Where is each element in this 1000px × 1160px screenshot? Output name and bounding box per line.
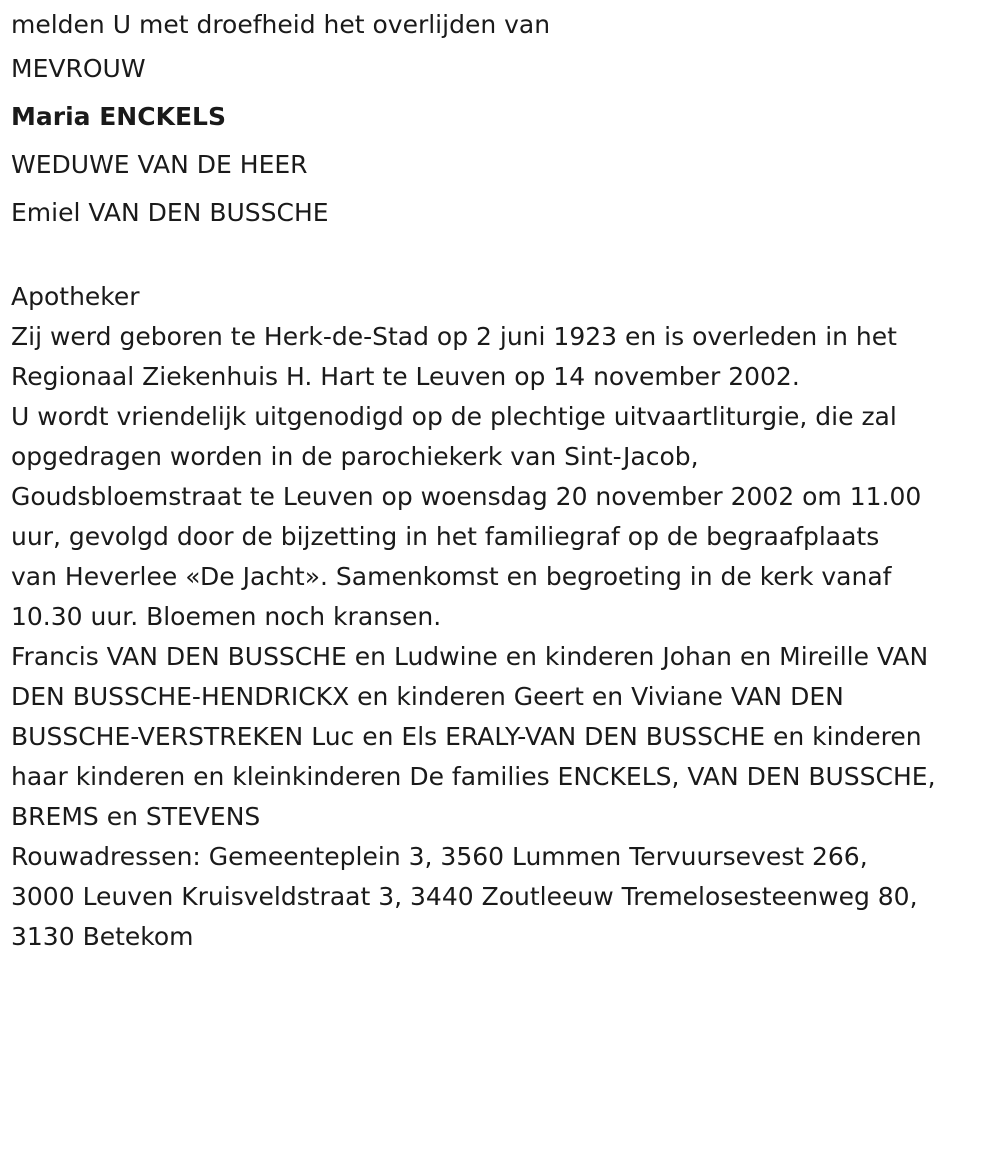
- paragraph-line: Zij werd geboren te Herk-de-Stad op 2 juni 1923 en is overleden in het: [11, 322, 897, 351]
- paragraph-line: 10.30 uur. Bloemen noch kransen.: [11, 602, 442, 631]
- death-notice: [11, 5, 986, 957]
- paragraph-line: BUSSCHE-VERSTREKEN Luc en Els ERALY-VAN DEN BUSSCHE en kinderen: [11, 722, 922, 751]
- paragraph-line: Francis VAN DEN BUSSCHE en Ludwine en kinderen Johan en Mireille VAN: [11, 642, 929, 671]
- name-block: [11, 45, 986, 237]
- paragraph-line: Regionaal Ziekenhuis H. Hart te Leuven op 14 november 2002.: [11, 362, 800, 391]
- paragraph-line: U wordt vriendelijk uitgenodigd op de plechtige uitvaartliturgie, die zal: [11, 402, 897, 431]
- paragraph-line: Goudsbloemstraat te Leuven op woensdag 20 november 2002 om 11.00: [11, 482, 922, 511]
- paragraph-line: Rouwadressen: Gemeenteplein 3, 3560 Lummen Tervuursevest 266,: [11, 842, 868, 871]
- husband-name: Emiel VAN DEN BUSSCHE: [11, 198, 329, 227]
- addresses-paragraph: [11, 837, 986, 957]
- paragraph-line: uur, gevolgd door de bijzetting in het familiegraf op de begraafplaats: [11, 522, 880, 551]
- paragraph-line: 3130 Betekom: [11, 922, 194, 951]
- paragraph-line: 3000 Leuven Kruisveldstraat 3, 3440 Zoutleeuw Tremelosesteenweg 80,: [11, 882, 918, 911]
- paragraph-line: DEN BUSSCHE-HENDRICKX en kinderen Geert en Viviane VAN DEN: [11, 682, 844, 711]
- paragraph-line: haar kinderen en kleinkinderen De families ENCKELS, VAN DEN BUSSCHE,: [11, 762, 936, 791]
- paragraph-line: opgedragen worden in de parochiekerk van Sint-Jacob,: [11, 442, 699, 471]
- profession: Apotheker: [11, 282, 140, 311]
- paragraph-line: BREMS en STEVENS: [11, 802, 261, 831]
- title-mevrouw: MEVROUW: [11, 54, 146, 83]
- deceased-name: Maria ENCKELS: [11, 102, 226, 131]
- widow-of-label: WEDUWE VAN DE HEER: [11, 150, 308, 179]
- intro-text: melden U met droefheid het overlijden van: [11, 10, 551, 39]
- funeral-paragraph: [11, 397, 986, 637]
- paragraph-line: van Heverlee «De Jacht». Samenkomst en begroeting in de kerk vanaf: [11, 562, 892, 591]
- birth-death-paragraph: [11, 317, 986, 397]
- family-paragraph: [11, 637, 986, 837]
